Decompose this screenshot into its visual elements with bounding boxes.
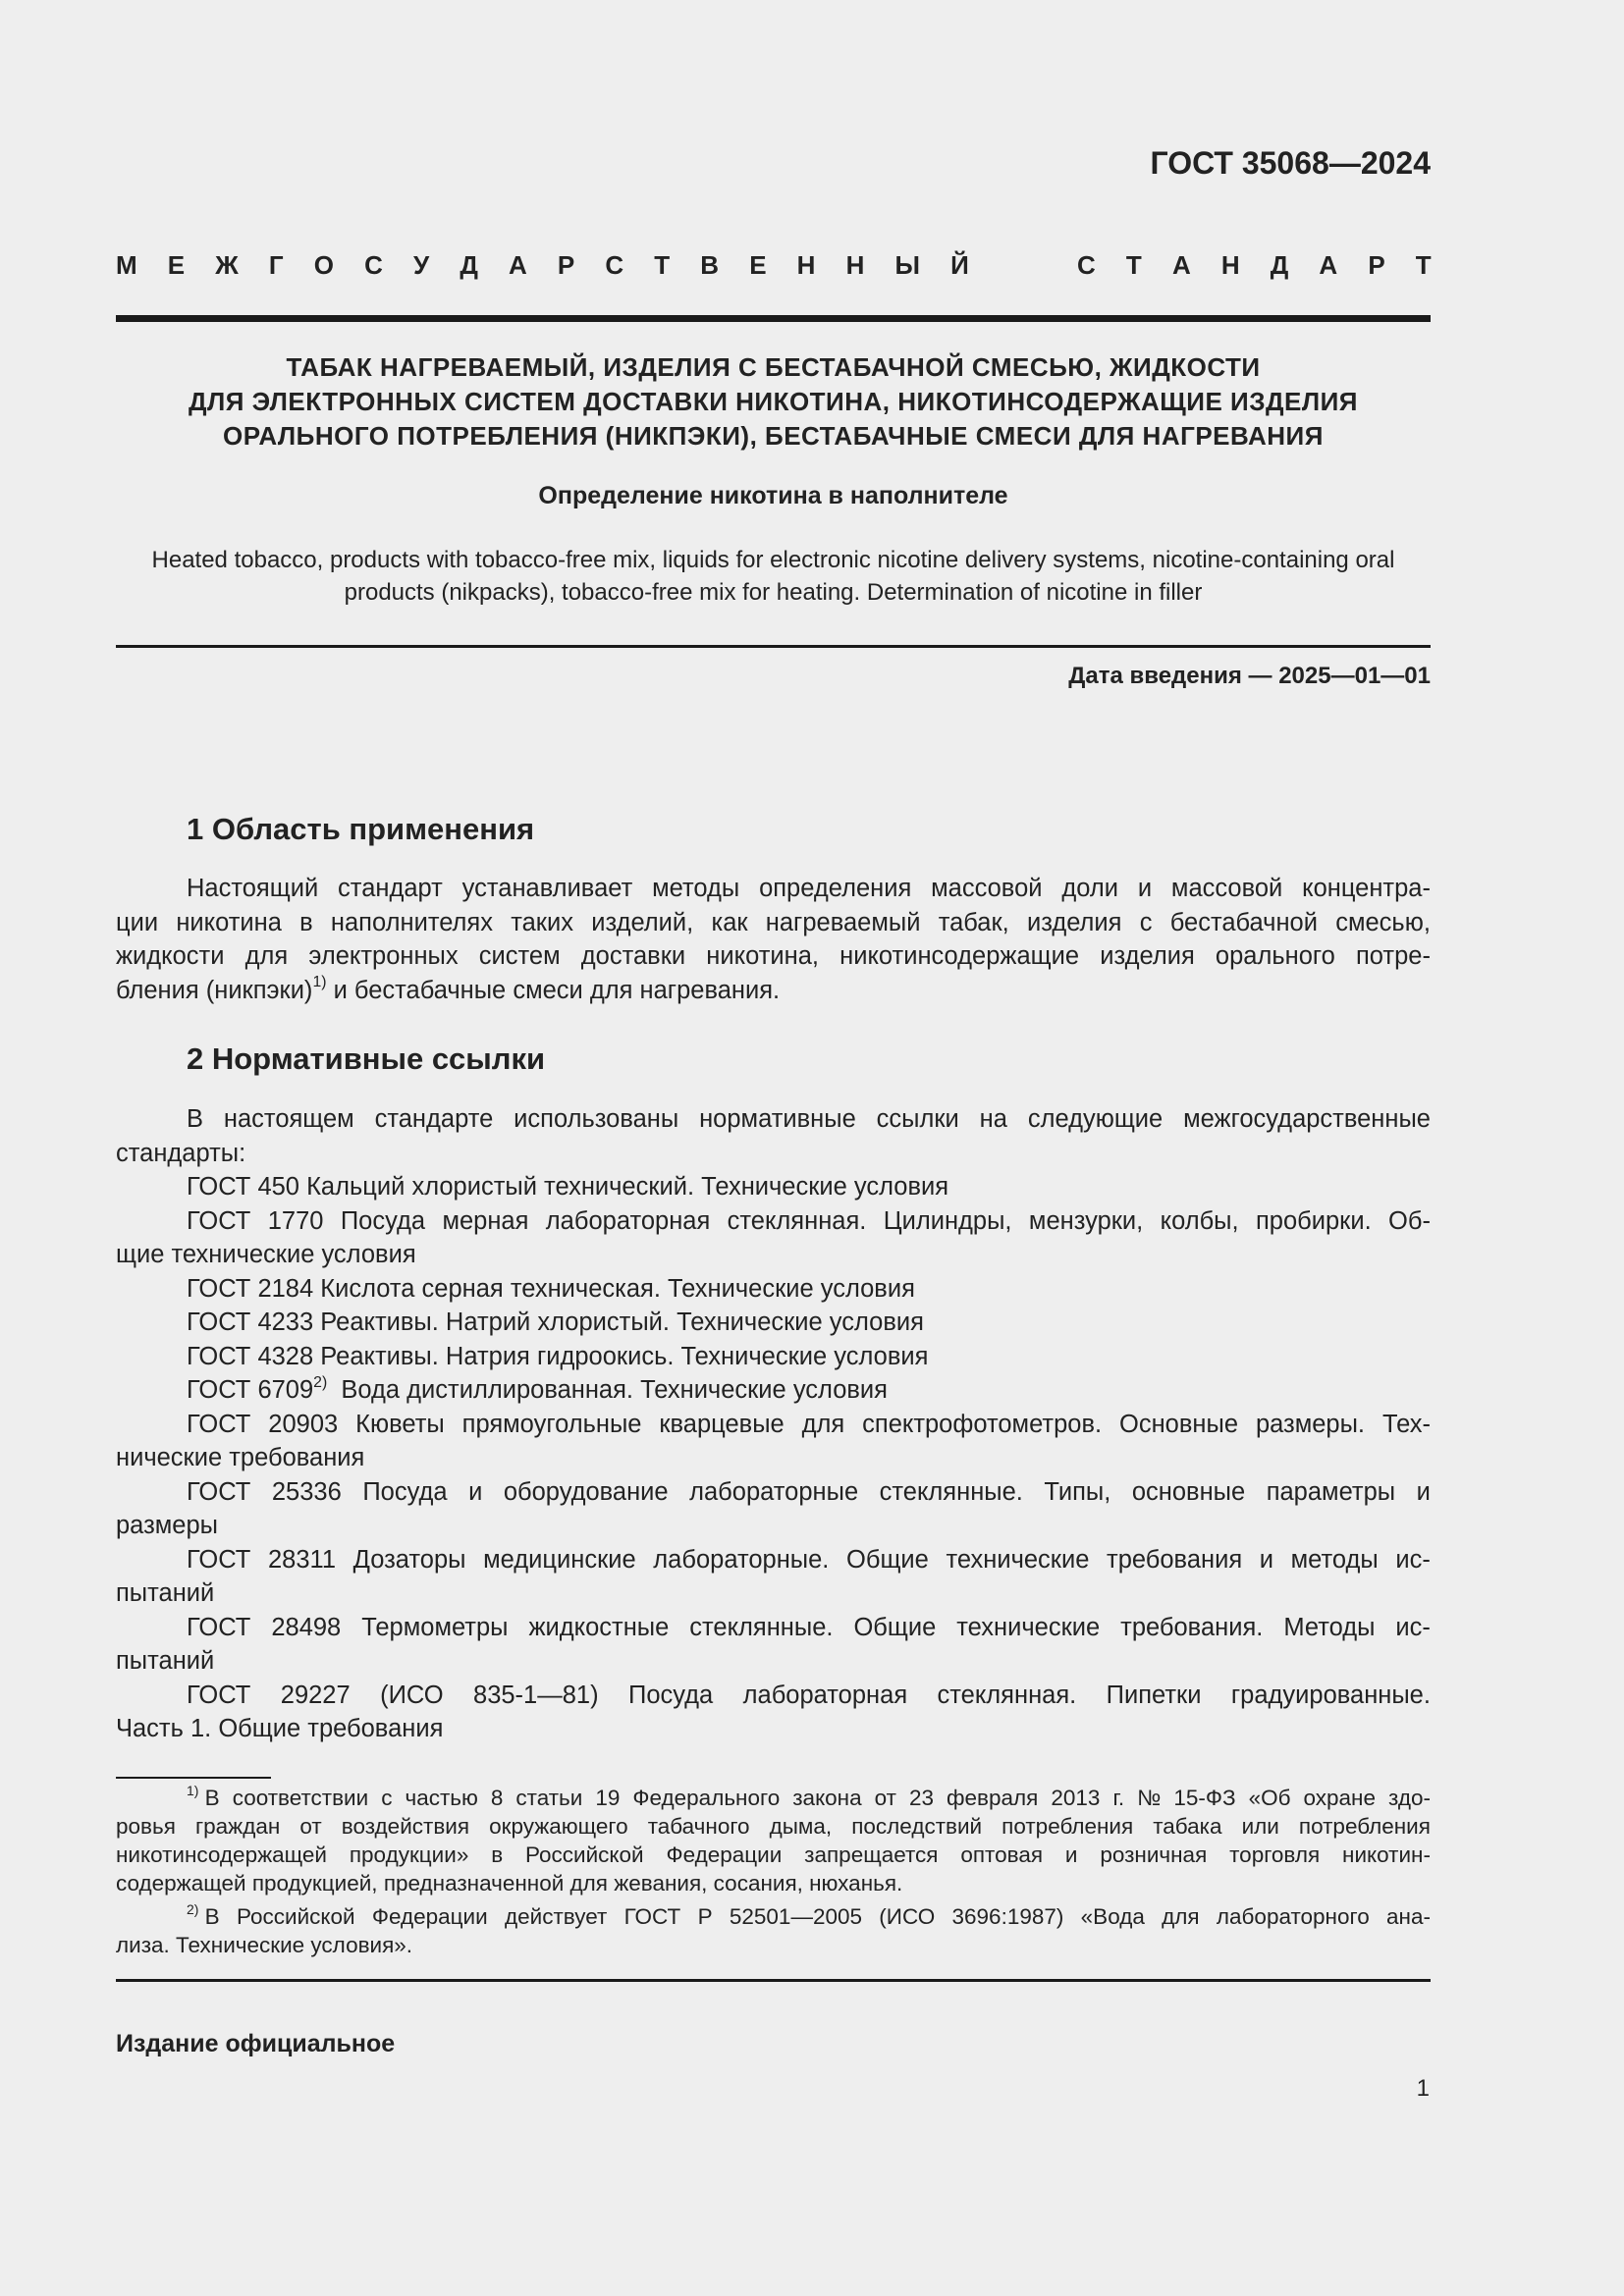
footnote-line: $^{2)}$ В Российской Федерации действует ГОСТ Р 52501—2005 (ИСО 3696:1987) «Вода для лабораторного ана- [187,1901,1431,1929]
document-subtitle: Определение никотина в наполнителе [538,482,1008,509]
section-heading-references: 2 Нормативные ссылки [187,1041,546,1076]
english-title-line: products (nikpacks), tobacco-free mix for heating. Determination of nicotine in filler [344,579,1203,606]
reference-item-cont: пытаний [116,1579,215,1607]
section-references-text [116,1102,1431,1746]
standard-kind: М Е Ж Г О С У Д А Р С Т В Е Н Н Ы Й С Т А Н Д А Р Т [116,250,1432,280]
document-number: ГОСТ 35068—2024 [1150,145,1431,181]
introduction-date: Дата введения — 2025—01—01 [1068,663,1431,689]
official-edition-label: Издание официальное [116,2030,396,2057]
paragraph-line: В настоящем стандарте использованы нормативные ссылки на следующие межгосударственные [187,1105,1431,1133]
document-title [116,350,1431,454]
footnote-ref-1: 1) [312,974,327,991]
section-scope-text [116,872,1431,1007]
paragraph-line: бления (никпэки)$^{1)}$ и бестабачные смеси для нагревания. [116,974,781,1004]
reference-item: ГОСТ 25336 Посуда и оборудование лабораторные стеклянные. Типы, основные параметры и [187,1477,1431,1506]
reference-item: ГОСТ 28498 Термометры жидкостные стеклянные. Общие технические требования. Методы ис- [187,1613,1431,1641]
paragraph-line: ции никотина в наполнителях таких изделий, как нагреваемый табак, изделия с бестабачной смесью, [116,908,1431,936]
reference-item: ГОСТ 4328 Реактивы. Натрия гидроокись. Технические условия [187,1342,929,1370]
footnote-line: ровья граждан от воздействия окружающего табачного дыма, последствий потребления табака или потребления [116,1814,1431,1839]
header-rule [116,315,1431,322]
title-line: ТАБАК НАГРЕВАЕМЫЙ, ИЗДЕЛИЯ С БЕСТАБАЧНОЙ СМЕСЬЮ, ЖИДКОСТИ [286,352,1261,382]
reference-item: ГОСТ 6709$^{2)}$ Вода дистиллированная. Технические условия [187,1373,888,1404]
english-title [116,544,1431,609]
reference-item: ГОСТ 29227 (ИСО 835-1—81) Посуда лабораторная стеклянная. Пипетки градуированные. [187,1681,1431,1709]
paragraph-line: жидкости для электронных систем доставки никотина, никотинсодержащие изделия орального потре- [116,942,1431,970]
reference-item-cont: щие технические условия [116,1241,416,1268]
reference-item: ГОСТ 28311 Дозаторы медицинские лабораторные. Общие технические требования и методы ис- [187,1545,1431,1574]
reference-item-cont: нические требования [116,1444,365,1471]
reference-item-cont: Часть 1. Общие требования [116,1715,444,1742]
reference-item-cont: размеры [116,1512,218,1539]
reference-item: ГОСТ 450 Кальций хлористый технический. Технические условия [187,1173,949,1201]
footnote-line: никотинсодержащей продукции» в Российской Федерации запрещается оптовая и розничная торговля никотин- [116,1842,1431,1867]
footnote-ref-2: 2) [313,1373,328,1391]
paragraph-line: Настоящий стандарт устанавливает методы определения массовой доли и массовой концентра- [187,875,1431,902]
section-heading-scope: 1 Область применения [187,812,535,846]
reference-item: ГОСТ 1770 Посуда мерная лабораторная стеклянная. Цилиндры, мензурки, колбы, пробирки. Об- [187,1206,1431,1235]
footnotes [116,1784,1431,1959]
footer-rule [116,1979,1431,1982]
footnote-line: $^{1)}$ В соответствии с частью 8 статьи 19 Федерального закона от 23 февраля 2013 г. № 15-ФЗ «Об охране здо- [187,1783,1431,1810]
reference-item: ГОСТ 2184 Кислота серная техническая. Технические условия [187,1274,915,1303]
reference-item: ГОСТ 4233 Реактивы. Натрий хлористый. Технические условия [187,1308,924,1336]
english-title-line: Heated tobacco, products with tobacco-free mix, liquids for electronic nicotine delivery systems, nicotine-containing oral [151,547,1395,573]
title-line: ДЛЯ ЭЛЕКТРОННЫХ СИСТЕМ ДОСТАВКИ НИКОТИНА, НИКОТИНСОДЕРЖАЩИЕ ИЗДЕЛИЯ [189,387,1358,416]
paragraph-line: стандарты: [116,1139,246,1167]
footnote-line: содержащей продукцией, предназначенной для жевания, сосания, нюханья. [116,1871,903,1896]
title-line: ОРАЛЬНОГО ПОТРЕБЛЕНИЯ (НИКПЭКИ), БЕСТАБАЧНЫЕ СМЕСИ ДЛЯ НАГРЕВАНИЯ [223,421,1324,451]
footnote-separator [116,1777,271,1779]
title-rule [116,645,1431,648]
page-number: 1 [1416,2075,1430,2102]
reference-item: ГОСТ 20903 Кюветы прямоугольные кварцевые для спектрофотометров. Основные размеры. Тех- [187,1410,1431,1438]
footnote-line: лиза. Технические условия». [116,1933,413,1957]
reference-item-cont: пытаний [116,1647,215,1675]
